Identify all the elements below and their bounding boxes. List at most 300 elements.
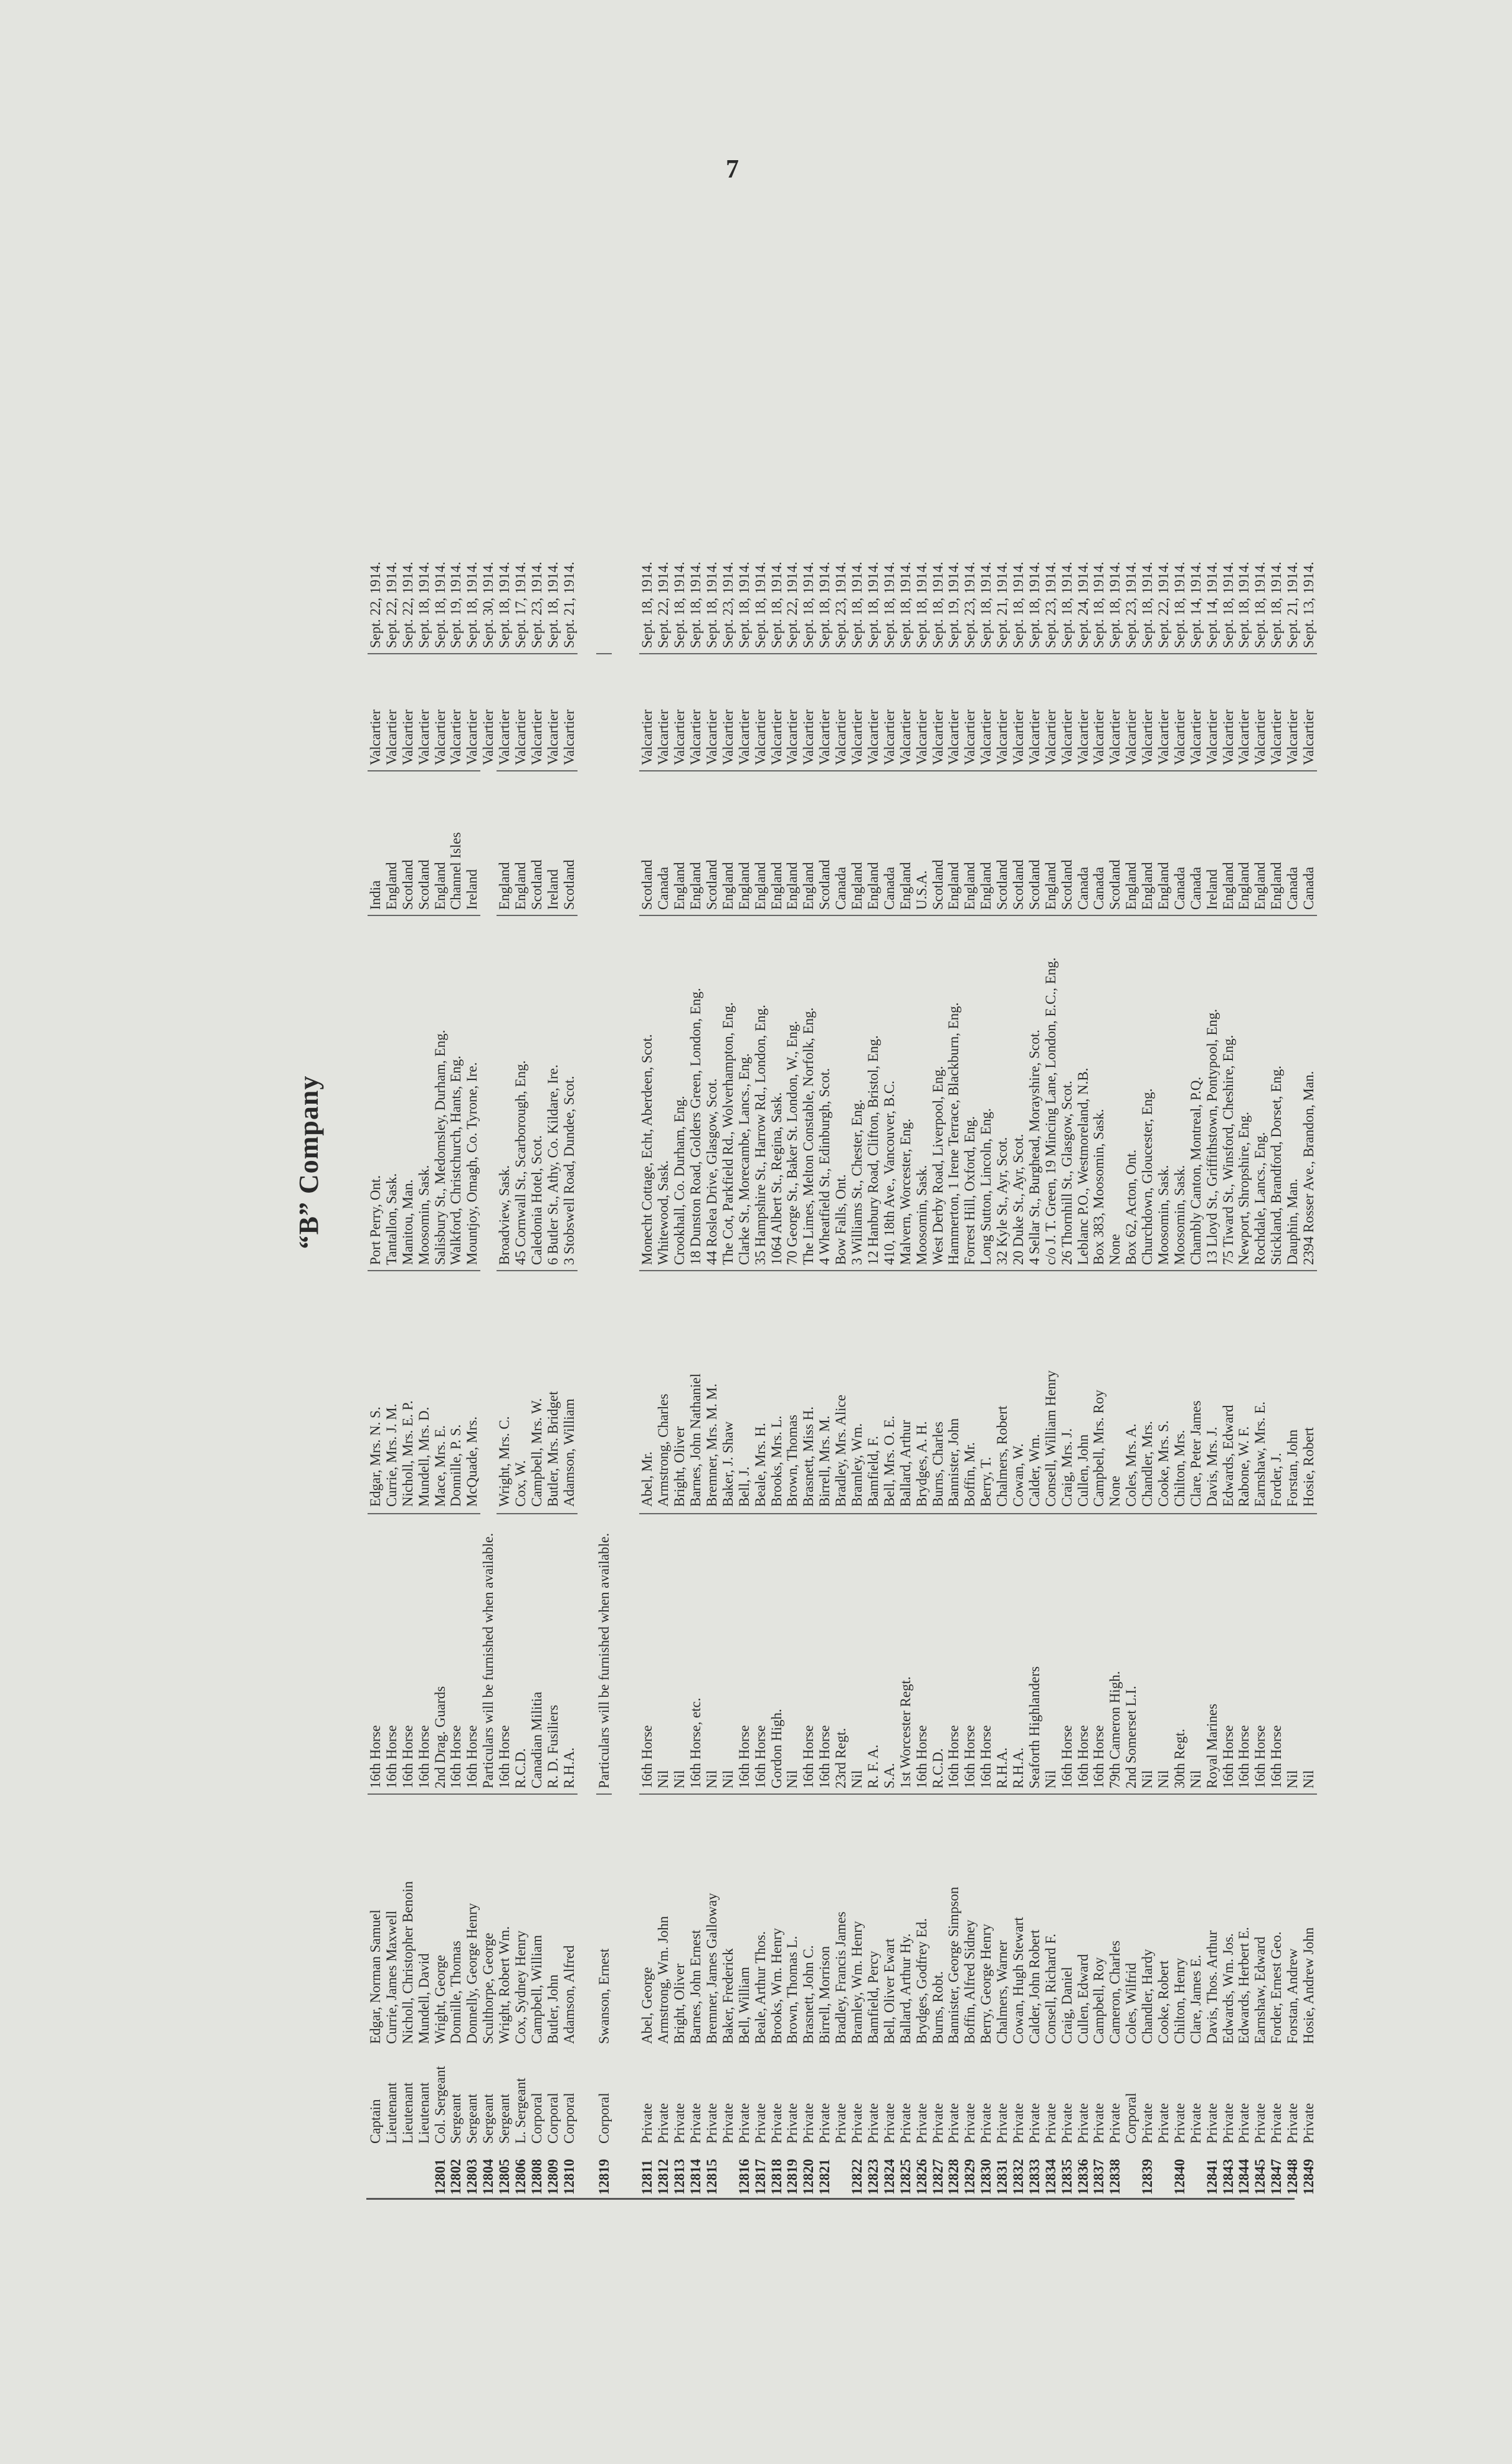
former-corps-cell: R.H.A. — [994, 1513, 1010, 1788]
date-of-enlistment-cell: Sept. 18, 1914. — [1220, 561, 1236, 648]
regimental-number-cell: 12838 — [1107, 2159, 1123, 2195]
address-cell: Newport, Shropshire, Eng. — [1236, 915, 1252, 1265]
country-of-birth-cell: Canada — [1075, 770, 1091, 910]
regimental-number-cell: 12809 — [544, 2159, 561, 2195]
name-cell: Coles, Wilfrid — [1123, 1793, 1139, 2044]
country-of-birth-cell: India — [368, 770, 384, 910]
former-corps-cell: 16th Horse — [448, 1513, 464, 1788]
country-of-birth-cell: England — [849, 770, 865, 910]
next-of-kin-cell: Bramley, Wm. — [849, 1270, 865, 1507]
regimental-number-cell: 12814 — [688, 2159, 704, 2195]
next-of-kin-cell: Bell, Mrs. O. E. — [882, 1270, 898, 1507]
date-of-enlistment-cell: Sept. 18, 1914. — [464, 561, 480, 648]
place-of-enlistment-cell: Valcartier — [704, 653, 720, 765]
country-of-birth-cell: Canada — [655, 770, 672, 910]
former-corps-cell: 16th Horse — [400, 1513, 416, 1788]
next-of-kin-cell: Birrell, Mrs. M. — [817, 1270, 833, 1507]
name-cell: Sculthorpe, George — [480, 1793, 497, 2044]
table-row — [480, 555, 497, 2200]
next-of-kin-cell: Bell, J. — [736, 1270, 753, 1507]
date-of-enlistment-cell: Sept. 18, 1914. — [1268, 561, 1285, 648]
former-corps-cell: 16th Horse — [801, 1513, 817, 1788]
rank-cell: Sergeant — [480, 2093, 497, 2144]
regimental-number-cell: 12833 — [1026, 2159, 1042, 2195]
regimental-number-cell — [1156, 2146, 1172, 2195]
next-of-kin-cell: Donnille, P. S. — [448, 1270, 464, 1507]
date-of-enlistment-cell: Sept. 18, 1914. — [1171, 561, 1187, 648]
country-of-birth-cell: Canada — [1285, 770, 1301, 910]
name-cell: Birrell, Morrison — [817, 1793, 833, 2044]
next-of-kin-cell: Edgar, Mrs. N. S. — [368, 1270, 384, 1507]
former-corps-cell: Nil — [849, 1513, 865, 1788]
address-cell: 20 Duke St., Ayr, Scot. — [1010, 915, 1027, 1265]
regimental-number-cell: 12819 — [784, 2159, 801, 2195]
country-of-birth-cell: Canada — [1188, 770, 1204, 910]
place-of-enlistment-cell: Valcartier — [994, 653, 1010, 765]
rank-cell: Private — [1075, 2103, 1091, 2144]
place-of-enlistment-cell: Valcartier — [1027, 653, 1043, 765]
country-of-birth-cell: Channel Isles — [448, 770, 464, 910]
rank-cell: Private — [784, 2103, 801, 2144]
regimental-number-cell: 12815 — [704, 2159, 720, 2195]
country-of-birth-cell: Scotland — [704, 770, 720, 910]
name-cell: Nicholl, Christopher Benoin — [400, 1793, 416, 2044]
next-of-kin-cell: Clare, Peter James — [1188, 1270, 1204, 1507]
address-cell: Moosomin, Sask. — [416, 915, 432, 1265]
place-of-enlistment-cell: Valcartier — [736, 653, 753, 765]
country-of-birth-cell: England — [801, 770, 817, 910]
rank-cell: Private — [768, 2103, 784, 2144]
name-cell: Cowan, Hugh Stewart — [1010, 1793, 1027, 2044]
address-cell: 2394 Rosser Ave., Brandon, Man. — [1301, 915, 1317, 1265]
date-of-enlistment-cell: Sept. 18, 1914. — [801, 561, 817, 648]
table-row — [720, 555, 736, 2200]
former-corps-cell: Canadian Militia — [529, 1513, 545, 1788]
particulars-note: Particulars will be furnished when available. — [480, 1532, 497, 1788]
former-corps-cell: 16th Horse, etc. — [688, 1513, 704, 1788]
date-of-enlistment-cell: Sept. 22, 1914. — [399, 561, 416, 648]
table-row — [448, 555, 464, 2200]
name-cell: Swanson, Ernest — [596, 1793, 612, 2044]
place-of-enlistment-cell: Valcartier — [753, 653, 769, 765]
table-row — [497, 555, 513, 2200]
address-cell: Moosomin, Sask. — [1156, 915, 1172, 1265]
table-row — [1059, 555, 1075, 2200]
table-row — [994, 555, 1010, 2200]
table-row — [384, 555, 400, 2200]
rank-cell: Private — [1252, 2103, 1268, 2144]
date-of-enlistment-cell: Sept. 18, 1914. — [544, 561, 561, 648]
regimental-number-cell: 12802 — [448, 2159, 464, 2195]
date-of-enlistment-cell: Sept. 22, 1914. — [383, 561, 399, 648]
place-of-enlistment-cell: Valcartier — [962, 653, 978, 765]
rank-cell: Private — [913, 2103, 930, 2144]
date-of-enlistment-cell: Sept. 23, 1914. — [962, 561, 978, 648]
place-of-enlistment-cell: Valcartier — [865, 653, 882, 765]
regimental-number-cell — [384, 2146, 400, 2195]
address-cell: Chambly Canton, Montreal, P.Q. — [1188, 915, 1204, 1265]
rank-cell: Private — [946, 2103, 962, 2144]
date-of-enlistment-cell: Sept. 18, 1914. — [736, 561, 752, 648]
place-of-enlistment-cell: Valcartier — [1123, 653, 1139, 765]
name-cell: Donnille, Thomas — [448, 1793, 464, 2044]
next-of-kin-cell: McQuade, Mrs. — [464, 1270, 480, 1507]
former-corps-cell: 16th Horse — [1236, 1513, 1252, 1788]
rank-cell: Private — [1155, 2103, 1171, 2144]
regimental-number-cell: 12841 — [1204, 2159, 1220, 2195]
rank-cell: Private — [1285, 2103, 1301, 2144]
table-row — [688, 555, 704, 2200]
table-row — [1010, 555, 1027, 2200]
place-of-enlistment-cell: Valcartier — [720, 653, 736, 765]
address-cell: Broadview, Sask. — [497, 915, 513, 1265]
date-of-enlistment-cell: Sept. 23, 1914. — [1123, 561, 1139, 648]
place-of-enlistment-cell: Valcartier — [1010, 653, 1027, 765]
country-of-birth-cell: England — [946, 770, 962, 910]
former-corps-cell: Nil — [784, 1513, 801, 1788]
country-of-birth-cell: U.S.A. — [914, 770, 930, 910]
regimental-number-cell: 12822 — [849, 2159, 865, 2195]
next-of-kin-cell: Abel, Mr. — [639, 1270, 655, 1507]
date-of-enlistment-cell: Sept. 23, 1914. — [720, 561, 736, 648]
former-corps-cell: 30th Regt. — [1172, 1513, 1188, 1788]
name-cell: Bright, Oliver — [672, 1793, 688, 2044]
name-cell: Butler, John — [545, 1793, 561, 2044]
date-of-enlistment-cell: Sept. 18, 1914. — [432, 561, 448, 648]
country-of-birth-cell: England — [753, 770, 769, 910]
regimental-number-cell: 12826 — [913, 2159, 930, 2195]
name-cell: Brown, Thomas L. — [784, 1793, 801, 2044]
date-of-enlistment-cell: Sept. 18, 1914. — [817, 561, 833, 648]
date-of-enlistment-cell: Sept. 18, 1914. — [768, 561, 784, 648]
former-corps-cell: Nil — [1188, 1513, 1204, 1788]
address-cell: 75 Tiward St., Winsford, Cheshire, Eng. — [1220, 915, 1237, 1265]
regimental-number-cell — [1123, 2146, 1139, 2195]
regimental-number-cell: 12831 — [994, 2159, 1010, 2195]
name-cell: Forder, Ernest Geo. — [1268, 1793, 1285, 2044]
former-corps-cell: Nil — [655, 1513, 672, 1788]
former-corps-cell: S.A. — [882, 1513, 898, 1788]
regimental-number-cell: 12825 — [897, 2159, 913, 2195]
former-corps-cell: Nil — [1285, 1513, 1301, 1788]
name-cell: Abel, George — [639, 1793, 655, 2044]
country-of-birth-cell: Scotland — [639, 770, 655, 910]
next-of-kin-cell: Davis, Mrs. J. — [1204, 1270, 1220, 1507]
date-of-enlistment-cell: Sept. 18, 1914. — [704, 561, 720, 648]
country-of-birth-cell: England — [1156, 770, 1172, 910]
regimental-number-cell: 12813 — [672, 2159, 688, 2195]
regimental-number-cell: 12804 — [480, 2159, 497, 2195]
rank-cell: Private — [1204, 2103, 1220, 2144]
country-of-birth-cell: England — [1043, 770, 1059, 910]
date-of-enlistment-cell: Sept. 18, 1914. — [1091, 561, 1107, 648]
country-of-birth-cell: Ireland — [1204, 770, 1220, 910]
rank-cell: Col. Sergeant — [432, 2066, 448, 2144]
rank-cell: Private — [1026, 2103, 1042, 2144]
place-of-enlistment-cell: Valcartier — [448, 653, 464, 765]
country-of-birth-cell: England — [1252, 770, 1268, 910]
rank-cell: Private — [639, 2103, 655, 2144]
name-cell: Bramley, Wm. Henry — [849, 1793, 865, 2044]
name-cell: Burns, Robt. — [930, 1793, 946, 2044]
table-row — [561, 555, 578, 2200]
place-of-enlistment-cell: Valcartier — [432, 653, 449, 765]
country-of-birth-cell: Scotland — [400, 770, 416, 910]
name-cell: Mundell, David — [416, 1793, 432, 2044]
address-cell: 35 Hampshire St., Harrow Rd., London, Eng. — [753, 915, 769, 1265]
country-of-birth-cell: England — [384, 770, 400, 910]
country-of-birth-cell: England — [769, 770, 785, 910]
next-of-kin-cell: Barnes, John Nathaniel — [688, 1270, 704, 1507]
former-corps-cell: 1st Worcester Regt. — [898, 1513, 914, 1788]
date-of-enlistment-cell: Sept. 18, 1914. — [1058, 561, 1075, 648]
former-corps-cell: 2nd Drag. Guards — [432, 1513, 449, 1788]
name-cell: Armstrong, Wm. John — [655, 1793, 672, 2044]
next-of-kin-cell: Cullen, John — [1075, 1270, 1091, 1507]
table-row — [1027, 555, 1043, 2200]
rank-cell: Private — [978, 2103, 994, 2144]
next-of-kin-cell: Chalmers, Robert — [994, 1270, 1010, 1507]
regimental-number-cell: 12801 — [432, 2159, 448, 2195]
former-corps-cell: 16th Horse — [368, 1513, 384, 1788]
address-cell: Stickland, Brandford, Dorset, Eng. — [1268, 915, 1285, 1265]
address-cell: Monecht Cottage, Echt, Aberdeen, Scot. — [639, 915, 655, 1265]
name-cell: Bradley, Francis James — [833, 1793, 849, 2044]
next-of-kin-cell: Brydges, A. H. — [914, 1270, 930, 1507]
rank-cell: Private — [801, 2103, 817, 2144]
address-cell: Rochdale, Lancs., Eng. — [1252, 915, 1268, 1265]
rank-cell: Private — [817, 2103, 833, 2144]
former-corps-cell: R.H.A. — [1010, 1513, 1027, 1788]
rank-cell: Private — [752, 2103, 768, 2144]
place-of-enlistment-cell: Valcartier — [1043, 653, 1059, 765]
name-cell: Chilton, Henry — [1172, 1793, 1188, 2044]
table-row — [596, 555, 612, 2200]
name-cell: Edgar, Norman Samuel — [368, 1793, 384, 2044]
former-corps-cell: 79th Cameron High. — [1107, 1513, 1123, 1788]
address-cell: Walkford, Christchurch, Hants, Eng. — [448, 915, 464, 1265]
address-cell: 44 Roslea Drive, Glasgow, Scot. — [704, 915, 720, 1265]
regimental-number-cell: 12835 — [1058, 2159, 1075, 2195]
next-of-kin-cell: Cox, W. — [513, 1270, 529, 1507]
date-of-enlistment-cell: Sept. 18, 1914. — [416, 561, 432, 648]
date-of-enlistment-cell: Sept. 14, 1914. — [1187, 561, 1204, 648]
name-cell: Wright, George — [432, 1793, 449, 2044]
former-corps-cell: Nil — [1139, 1513, 1156, 1788]
name-cell: Baker, Frederick — [720, 1793, 736, 2044]
date-of-enlistment-cell: Sept. 18, 1914. — [913, 561, 930, 648]
rank-cell: Sergeant — [448, 2093, 464, 2144]
regimental-number-cell: 12806 — [513, 2159, 529, 2195]
next-of-kin-cell: Campbell, Mrs. W. — [529, 1270, 545, 1507]
table-row — [1123, 555, 1139, 2200]
name-cell: Campbell, Roy — [1091, 1793, 1107, 2044]
date-of-enlistment-cell: Sept. 21, 1914. — [1285, 561, 1301, 648]
regimental-number-cell: 12848 — [1285, 2159, 1301, 2195]
place-of-enlistment-cell: Valcartier — [1059, 653, 1075, 765]
former-corps-cell: 23rd Regt. — [833, 1513, 849, 1788]
regimental-number-cell: 12821 — [817, 2159, 833, 2195]
place-of-enlistment-cell: Valcartier — [464, 653, 480, 765]
country-of-birth-cell: Scotland — [529, 770, 545, 910]
name-cell: Hosie, Andrew John — [1301, 1793, 1317, 2044]
next-of-kin-cell: Coles, Mrs. A. — [1123, 1270, 1139, 1507]
table-row — [432, 555, 449, 2200]
address-cell: c/o J. T. Green, 19 Mincing Lane, London, E.C., Eng. — [1043, 915, 1059, 1265]
former-corps-cell: Nil — [720, 1513, 736, 1788]
table-row — [817, 555, 833, 2200]
next-of-kin-cell: Burns, Charles — [930, 1270, 946, 1507]
place-of-enlistment-cell: Valcartier — [1188, 653, 1204, 765]
address-cell: The Limes, Melton Constable, Norfolk, Eng. — [801, 915, 817, 1265]
rank-cell: Corporal — [561, 2093, 577, 2144]
country-of-birth-cell: Ireland — [464, 770, 480, 910]
date-of-enlistment-cell — [596, 548, 612, 648]
name-cell: Bremner, James Galloway — [704, 1793, 720, 2044]
address-cell: Caledonia Hotel, Scot. — [529, 915, 545, 1265]
address-cell: 4 Wheatfield St., Edinburgh, Scot. — [817, 915, 833, 1265]
table-row — [978, 555, 994, 2200]
country-of-birth-cell: Scotland — [1107, 770, 1123, 910]
country-of-birth-cell: Canada — [882, 770, 898, 910]
date-of-enlistment-cell: Sept. 21, 1914. — [994, 561, 1010, 648]
rank-cell: Private — [1236, 2103, 1252, 2144]
next-of-kin-cell: Adamson, William — [561, 1270, 578, 1507]
table-row — [639, 555, 655, 2200]
table-row — [416, 555, 432, 2200]
table-row — [1220, 555, 1237, 2200]
date-of-enlistment-cell: Sept. 22, 1914. — [368, 561, 383, 648]
rank-cell: Corporal — [1123, 2093, 1139, 2144]
country-of-birth-cell: Scotland — [817, 770, 833, 910]
rank-cell: Private — [704, 2103, 720, 2144]
former-corps-cell: 16th Horse — [1252, 1513, 1268, 1788]
name-cell: Craig, Daniel — [1059, 1793, 1075, 2044]
place-of-enlistment-cell: Valcartier — [1285, 653, 1301, 765]
address-cell: Box 62, Acton, Ont. — [1123, 915, 1139, 1265]
address-cell: 6 Butler St., Athy, Co. Kildare, Ire. — [545, 915, 561, 1265]
rank-cell: Private — [1171, 2103, 1187, 2144]
address-cell: 45 Cornwall St., Scarborough, Eng. — [513, 915, 529, 1265]
address-cell: Salisbury St., Medomsley, Durham, Eng. — [432, 915, 449, 1265]
country-of-birth-cell: England — [1236, 770, 1252, 910]
former-corps-cell: Nil — [1301, 1513, 1317, 1788]
country-of-birth-cell: Canada — [1091, 770, 1107, 910]
next-of-kin-cell: Berry, T. — [978, 1270, 994, 1507]
date-of-enlistment-cell: Sept. 22, 1914. — [655, 561, 672, 648]
former-corps-cell: 16th Horse — [1091, 1513, 1107, 1788]
name-cell: Currie, James Maxwell — [384, 1793, 400, 2044]
address-cell: Tantallon, Sask. — [384, 915, 400, 1265]
address-cell: Manitou, Man. — [400, 915, 416, 1265]
table-row — [882, 555, 898, 2200]
former-corps-cell: 16th Horse — [1220, 1513, 1237, 1788]
table-row — [801, 555, 817, 2200]
place-of-enlistment-cell: Valcartier — [1156, 653, 1172, 765]
date-of-enlistment-cell: Sept. 18, 1914. — [688, 561, 704, 648]
former-corps-cell: 16th Horse — [962, 1513, 978, 1788]
place-of-enlistment-cell: Valcartier — [1220, 653, 1237, 765]
name-cell: Brasnett, John C. — [801, 1793, 817, 2044]
country-of-birth-cell: Scotland — [1027, 770, 1043, 910]
date-of-enlistment-cell: Sept. 23, 1914. — [1042, 561, 1058, 648]
regimental-number-cell: 12845 — [1252, 2159, 1268, 2195]
place-of-enlistment-cell: Valcartier — [529, 653, 545, 765]
former-corps-cell: R. F. A. — [865, 1513, 882, 1788]
next-of-kin-cell: Bright, Oliver — [672, 1270, 688, 1507]
next-of-kin-cell: Brooks, Mrs. L. — [769, 1270, 785, 1507]
name-cell: Forstan, Andrew — [1285, 1793, 1301, 2044]
date-of-enlistment-cell: Sept. 18, 1914. — [978, 561, 994, 648]
date-of-enlistment-cell: Sept. 18, 1914. — [849, 561, 865, 648]
place-of-enlistment-cell: Valcartier — [817, 653, 833, 765]
regimental-number-cell: 12849 — [1300, 2159, 1316, 2195]
date-of-enlistment-cell: Sept. 23, 1914. — [528, 561, 544, 648]
address-cell: The Cot, Parkfield Rd., Wolverhampton, Eng. — [720, 915, 736, 1265]
former-corps-cell: Gordon High. — [769, 1513, 785, 1788]
table-row — [655, 555, 672, 2200]
rotated-roster — [237, 118, 1316, 2206]
regimental-number-cell: 12805 — [497, 2159, 513, 2195]
name-cell: Campbell, William — [529, 1793, 545, 2044]
former-corps-cell: 16th Horse — [946, 1513, 962, 1788]
former-corps-cell: 2nd Somerset L.I. — [1123, 1513, 1139, 1788]
former-corps-cell: 16th Horse — [736, 1513, 753, 1788]
address-cell: Dauphin, Man. — [1285, 915, 1301, 1265]
table-row — [833, 555, 849, 2200]
name-cell: Boffin, Alfred Sidney — [962, 1793, 978, 2044]
address-cell: Box 383, Moosomin, Sask. — [1091, 915, 1107, 1265]
date-of-enlistment-cell: Sept. 18, 1914. — [1236, 561, 1252, 648]
next-of-kin-cell: Currie, Mrs. J. M. — [384, 1270, 400, 1507]
next-of-kin-cell: Calder, Wm. — [1027, 1270, 1043, 1507]
name-cell: Brooks, Wm. Henry — [769, 1793, 785, 2044]
name-cell: Wright, Robert Wm. — [497, 1793, 513, 2044]
place-of-enlistment-cell: Valcartier — [1236, 653, 1252, 765]
former-corps-cell: 16th Horse — [753, 1513, 769, 1788]
table-row — [914, 555, 930, 2200]
place-of-enlistment-cell: Valcartier — [655, 653, 672, 765]
table-row — [1172, 555, 1188, 2200]
regimental-number-cell: 12817 — [752, 2159, 768, 2195]
place-of-enlistment-cell: Valcartier — [1139, 653, 1156, 765]
next-of-kin-cell: Bradley, Mrs. Alice — [833, 1270, 849, 1507]
table-row — [464, 555, 480, 2200]
country-of-birth-cell: England — [720, 770, 736, 910]
rank-cell: Private — [1139, 2103, 1156, 2144]
former-corps-cell: 16th Horse — [639, 1513, 655, 1788]
regimental-number-cell: 12820 — [801, 2159, 817, 2195]
address-cell: 12 Hanbury Road, Clifton, Bristol, Eng. — [865, 915, 882, 1265]
rank-cell: Private — [1107, 2103, 1123, 2144]
place-of-enlistment-cell: Valcartier — [1301, 653, 1317, 765]
country-of-birth-cell: England — [1268, 770, 1285, 910]
rank-cell: L. Sergeant — [513, 2078, 529, 2144]
place-of-enlistment-cell: Valcartier — [1204, 653, 1220, 765]
next-of-kin-cell: Armstrong, Charles — [655, 1270, 672, 1507]
former-corps-cell: 16th Horse — [1268, 1513, 1285, 1788]
country-of-birth-cell: Scotland — [930, 770, 946, 910]
regimental-number-cell: 12837 — [1091, 2159, 1107, 2195]
next-of-kin-cell: Bremner, Mrs. M. M. — [704, 1270, 720, 1507]
name-cell: Barnes, John Ernest — [688, 1793, 704, 2044]
next-of-kin-cell: Butler, Mrs. Bridget — [545, 1270, 561, 1507]
place-of-enlistment-cell: Valcartier — [1172, 653, 1188, 765]
country-of-birth-cell: England — [736, 770, 753, 910]
table-row — [1156, 555, 1172, 2200]
regimental-number-cell: 12847 — [1268, 2159, 1285, 2195]
date-of-enlistment-cell: Sept. 18, 1914. — [865, 561, 881, 648]
